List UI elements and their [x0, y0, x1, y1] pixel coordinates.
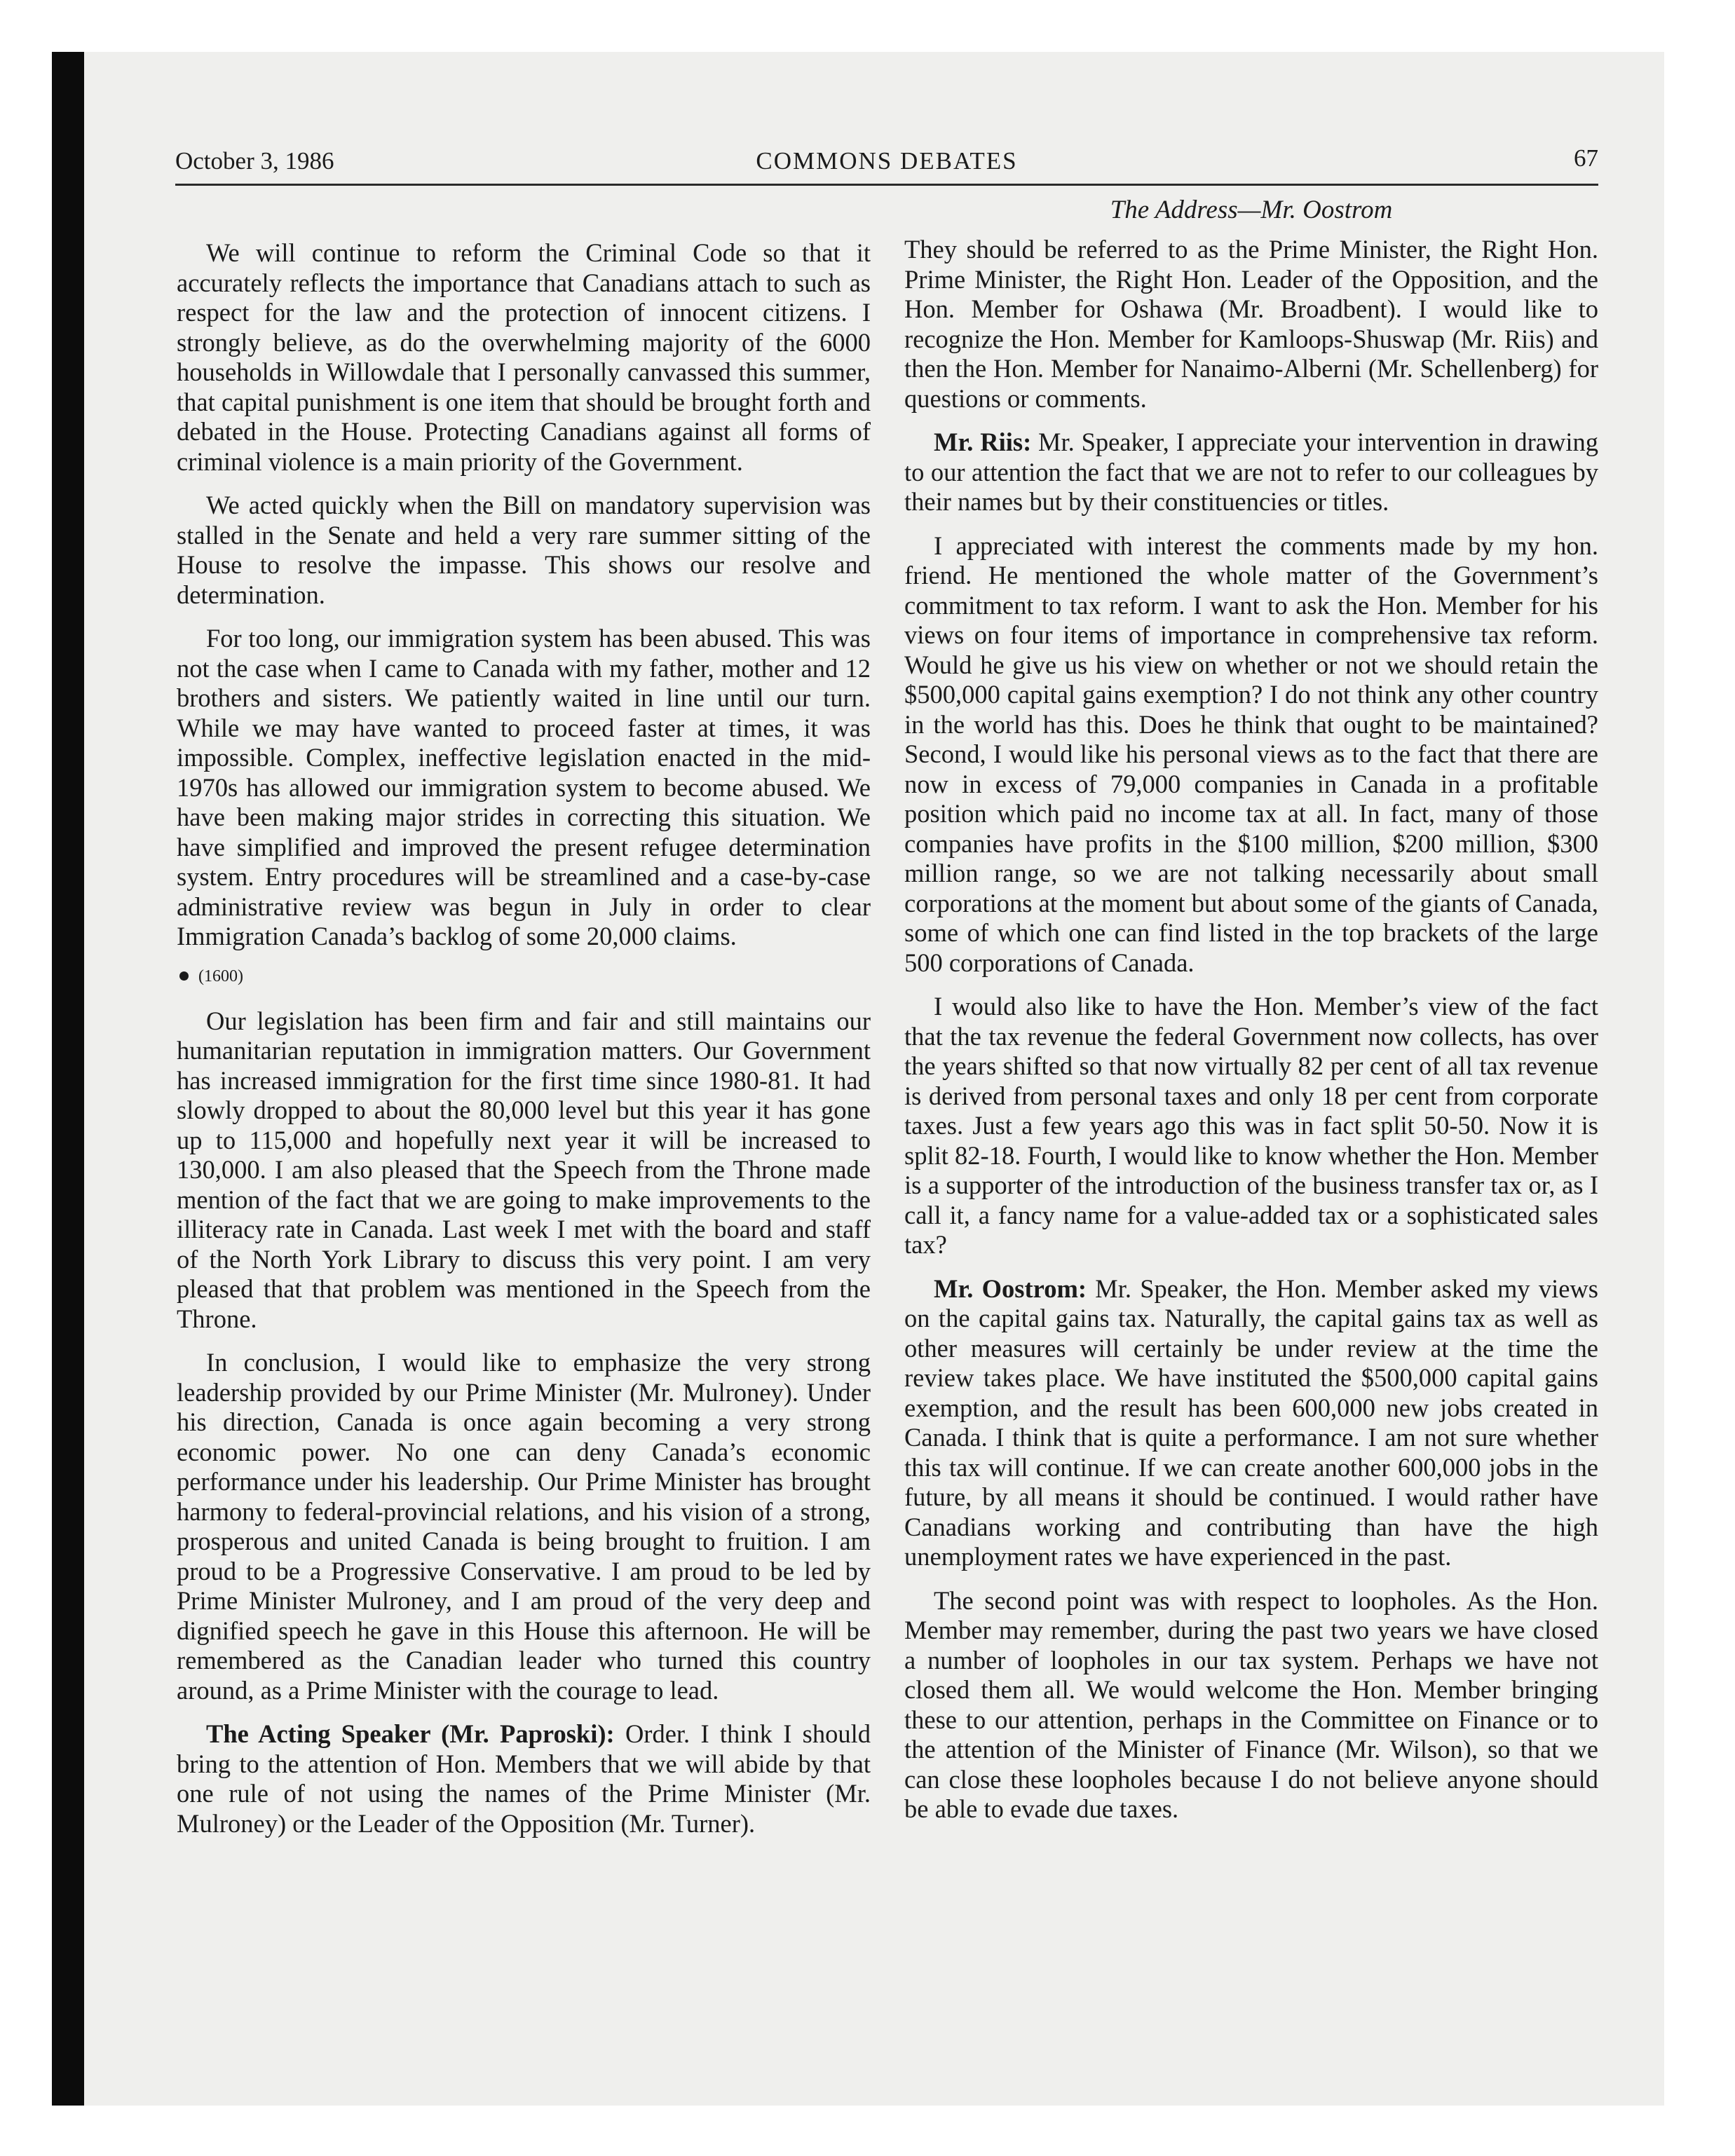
bullet-icon [179, 971, 189, 981]
paragraph: They should be referred to as the Prime Minister, the Right Hon. Prime Minister, the Right Hon. Leader of the Opposition, and the Hon. Member for Oshawa (Mr. Broadbent). I would like to recognize the Hon. Member for Kamloops-Shuswap (Mr. Riis) and then the Hon. Member for Nanaimo-Alberni (Mr. Schellenberg) for questions or comments. [904, 235, 1598, 413]
speaker-paragraph [904, 1274, 1598, 1572]
running-header [175, 139, 1598, 186]
header-title: COMMONS DEBATES [756, 147, 1018, 175]
paragraph: The second point was with respect to loopholes. As the Hon. Member may remember, during the past two years we have closed a number of loopholes in our tax system. Perhaps we have not closed them all. We would welcome the Hon. Member bringing these to our attention, perhaps in the Committee on Finance or to the attention of the Minister of Finance (Mr. Wilson), so that we can close these loopholes because I do not believe anyone should be able to evade due taxes. [904, 1585, 1598, 1823]
paragraph: Our legislation has been firm and fair and still maintains our humanitarian reputation in immigration matters. Our Government has increased immigration for the first time since 1980-81. It had slowly dropped to about the 80,000 level but this year it has gone up to 115,000 and hopefully next year it will be increased to 130,000. I am also pleased that the Speech from the Throne made mention of the fact that we are going to make improvements to the illiteracy rate in Canada. Last week I met with the board and staff of the North York Library to discuss this very point. I am very pleased that that problem was mentioned in the Speech from the Throne. [177, 1006, 871, 1333]
paragraph: I appreciated with interest the comments made by my hon. friend. He mentioned the whole matter of the Government’s commitment to tax reform. I want to ask the Hon. Member for his views on four items of importance in comprehensive tax reform. Would he give us his view on whether or not we should retain the $500,000 capital gains exemption? I do not think any other country in the world has this. Does he think that ought to be maintained? Second, I would like his personal views as to the fact that there are now in excess of 79,000 companies in Canada in a profitable position which paid no income tax at all. In fact, many of those companies have profits in the $100 million, $200 million, $300 million range, so we are not talking necessarily about small corporations at the moment but about some of the giants of Canada, some of which one can find listed in the top brackets of the large 500 corporations of Canada. [904, 531, 1598, 977]
binding-edge [52, 52, 84, 2106]
speaker-paragraph [904, 428, 1598, 517]
paragraph: In conclusion, I would like to emphasize the very strong leadership provided by our Prime Minister (Mr. Mulroney). Under his direction, Canada is once again becoming a very strong economic power. No one can deny Canada’s economic performance under his leadership. Our Prime Minister has brought harmony to federal-provincial relations, and his vision of a strong, prosperous and united Canada is being brought to fruition. I am proud to be a Progressive Conservative. I am proud to be led by Prime Minister Mulroney, and I am proud of the very deep and dignified speech he gave in this House this afternoon. He will be remembered as the Canadian leader who turned this country around, as a Prime Minister with the courage to lead. [177, 1348, 871, 1705]
paragraph: I would also like to have the Hon. Member’s view of the fact that the tax revenue the federal Government now collects, has over the years shifted so that now virtually 82 per cent of all tax revenue is derived from personal taxes and only 18 per cent from corporate taxes. Just a few years ago this was in fact split 50-50. Now it is split 82-18. Fourth, I would like to know whether the Hon. Member is a supporter of the introduction of the business transfer tax or, as I call it, a fancy name for a value-added tax or a sophisticated sales tax? [904, 992, 1598, 1259]
paragraph: For too long, our immigration system has been abused. This was not the case when I came to Canada with my father, mother and 12 brothers and sisters. We patiently waited in line until our turn. While we may have wanted to proceed faster at times, it was impossible. Complex, ineffective legislation enacted in the mid-1970s has allowed our immigration system to become abused. We have been making major strides in correcting this situation. We have simplified and improved the present refugee determination system. Entry procedures will be streamlined and a case-by-case administrative review was begun in July in order to clear Immigration Canada’s backlog of some 20,000 claims. [177, 624, 871, 950]
timestamp-text: (1600) [198, 967, 243, 985]
paragraph: We acted quickly when the Bill on mandatory supervision was stalled in the Senate and held a very rare summer sitting of the House to resolve the impasse. This shows our resolve and determination. [177, 491, 871, 609]
speaker-name: Mr. Riis: [934, 428, 1032, 456]
speech-text: Mr. Speaker, I appreciate your intervention in drawing to our attention the fact that we are not to refer to our colleagues by their names but by their constituencies or titles. [904, 428, 1598, 516]
speaker-name: The Acting Speaker (Mr. Paproski): [206, 1719, 615, 1748]
section-subheading: The Address—Mr. Oostrom [1110, 196, 1393, 224]
page-number: 67 [1574, 144, 1598, 172]
speech-text: Order. I think I should bring to the attention of Hon. Members that we will abide by that one rule of not using the names of the Prime Minister (Mr. Mulroney) or the Leader of the Opposition (Mr. Turner). [177, 1719, 871, 1838]
header-date: October 3, 1986 [175, 147, 334, 175]
timestamp-marker [177, 966, 871, 987]
paragraph: We will continue to reform the Criminal Code so that it accurately reflects the importance that Canadians attach to such as respect for the law and the protection of innocent citizens. I strongly believe, as do the overwhelming majority of the 6000 households in Willowdale that I personally canvassed this summer, that capital punishment is one item that should be brought forth and debated in the House. Protecting Canadians against all forms of criminal violence is a main priority of the Government. [177, 238, 871, 476]
right-column [904, 235, 1598, 1838]
speaker-paragraph [177, 1719, 871, 1838]
left-column [177, 238, 871, 1853]
speaker-name: Mr. Oostrom: [934, 1274, 1087, 1303]
speech-text: Mr. Speaker, the Hon. Member asked my views on the capital gains tax. Naturally, the capital gains tax as well as other measures will certainly be under review at the time the review takes place. We have instituted the $500,000 capital gains exemption, and the result has been 600,000 new jobs created in Canada. I think that is quite a performance. I am not sure whether this tax will continue. If we can create another 600,000 jobs in the future, by all means it should be continued. I would rather have Canadians working and contributing than have the high unemployment rates we have experienced in the past. [904, 1274, 1598, 1571]
